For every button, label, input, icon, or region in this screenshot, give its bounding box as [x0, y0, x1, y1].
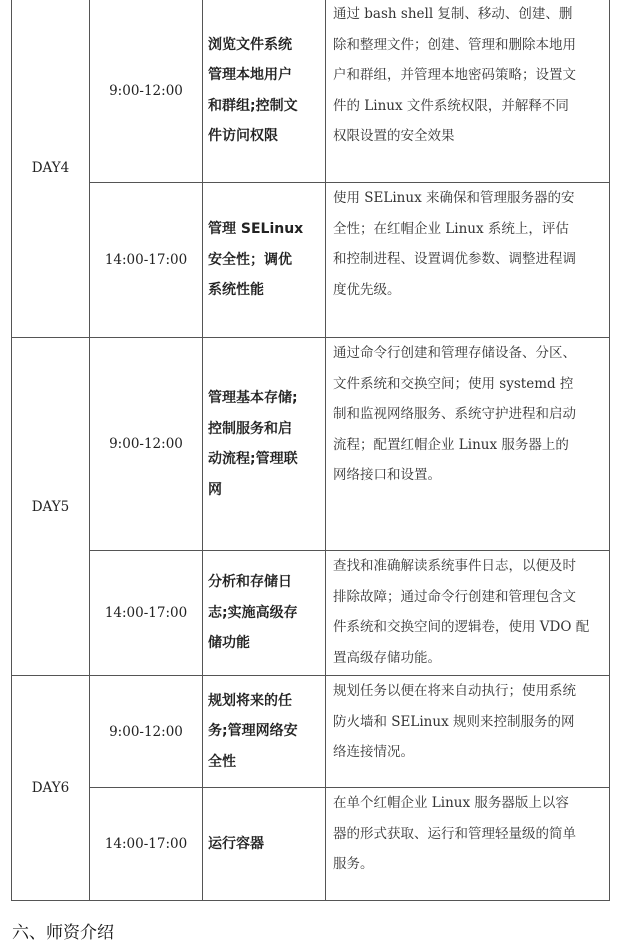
- topic-line: 动流程;管理联: [208, 451, 298, 467]
- description-cell: [326, 338, 610, 551]
- description-line: 件的 Linux 文件系统权限，并解释不同: [333, 97, 569, 114]
- description-cell: [326, 788, 610, 901]
- description-line: 权限设置的安全效果: [333, 128, 455, 144]
- description-line: 在单个红帽企业 Linux 服务器版上以容: [333, 795, 569, 811]
- time-cell: 9:00-12:00: [90, 0, 203, 183]
- description-line: 全性；在红帽企业 Linux 系统上，评估: [333, 220, 569, 237]
- topic-cell: [203, 788, 326, 901]
- table-row: [12, 0, 610, 183]
- time-cell: 14:00-17:00: [90, 788, 203, 901]
- description-line: 通过命令行创建和管理存储设备、分区、: [333, 345, 576, 361]
- topic-line: 件访问权限: [208, 128, 278, 144]
- topic-line: 务;管理网络安: [208, 723, 298, 740]
- section-heading: 六、师资介绍: [12, 923, 114, 943]
- topic-line: 规划将来的任: [208, 692, 292, 709]
- topic-line: 管理 SELinux: [208, 221, 304, 238]
- topic-line: 志;实施高级存: [208, 604, 298, 621]
- topic-line: 管理本地用户: [208, 67, 292, 83]
- table-row: [12, 788, 610, 901]
- description-cell: [326, 0, 610, 183]
- table-row: [12, 183, 610, 338]
- table-row: [12, 551, 610, 676]
- table-row: [12, 338, 610, 551]
- topic-line: 储功能: [208, 635, 250, 652]
- description-line: 置高级存储功能。: [333, 649, 441, 666]
- topic-line: 网: [208, 481, 222, 498]
- topic-line: 控制服务和启: [208, 420, 292, 437]
- topic-cell: [203, 551, 326, 676]
- description-line: 服务。: [333, 856, 374, 872]
- description-line: 度优先级。: [333, 281, 401, 298]
- description-line: 户和群组，并管理本地密码策略；设置文: [333, 67, 576, 83]
- day-cell: DAY4: [12, 0, 90, 338]
- day-cell: DAY6: [12, 676, 90, 901]
- topic-line: 全性: [208, 753, 236, 770]
- day-cell: DAY5: [12, 338, 90, 676]
- description-cell: [326, 551, 610, 676]
- schedule-table: [11, 0, 610, 901]
- topic-line: 管理基本存储;: [208, 390, 298, 406]
- description-line: 制和监视网络服务、系统守护进程和启动: [333, 406, 576, 422]
- description-line: 使用 SELinux 来确保和管理服务器的安: [333, 190, 575, 206]
- time-cell: 14:00-17:00: [90, 551, 203, 676]
- description-line: 文件系统和交换空间；使用 systemd 控: [333, 375, 574, 392]
- description-line: 流程；配置红帽企业 Linux 服务器上的: [333, 436, 569, 453]
- topic-line: 和群组;控制文: [208, 97, 298, 114]
- description-line: 排除故障；通过命令行创建和管理包含文: [333, 588, 576, 605]
- topic-cell: [203, 0, 326, 183]
- topic-cell: [203, 183, 326, 338]
- description-line: 防火墙和 SELinux 规则来控制服务的网: [333, 713, 575, 730]
- time-cell: 9:00-12:00: [90, 676, 203, 788]
- description-line: 通过 bash shell 复制、移动、创建、删: [333, 6, 573, 22]
- description-line: 络连接情况。: [333, 744, 414, 760]
- topic-line: 浏览文件系统: [208, 36, 292, 53]
- description-line: 除和整理文件；创建、管理和删除本地用: [333, 36, 576, 53]
- topic-line: 分析和存储日: [208, 574, 292, 591]
- topic-cell: [203, 676, 326, 788]
- topic-cell: [203, 338, 326, 551]
- description-line: 查找和准确解读系统事件日志，以便及时: [333, 558, 576, 574]
- description-cell: [326, 183, 610, 338]
- topic-line: 系统性能: [208, 282, 264, 299]
- time-cell: 14:00-17:00: [90, 183, 203, 338]
- topic-line: 运行容器: [208, 835, 264, 852]
- table-row: [12, 676, 610, 788]
- description-line: 和控制进程、设置调优参数、调整进程调: [333, 251, 576, 267]
- description-line: 网络接口和设置。: [333, 467, 441, 483]
- time-cell: 9:00-12:00: [90, 338, 203, 551]
- description-line: 器的形式获取、运行和管理轻量级的简单: [333, 825, 576, 842]
- description-line: 规划任务以便在将来自动执行；使用系统: [333, 683, 576, 699]
- description-cell: [326, 676, 610, 788]
- description-line: 件系统和交换空间的逻辑卷，使用 VDO 配: [333, 619, 590, 635]
- topic-line: 安全性；调优: [208, 251, 292, 268]
